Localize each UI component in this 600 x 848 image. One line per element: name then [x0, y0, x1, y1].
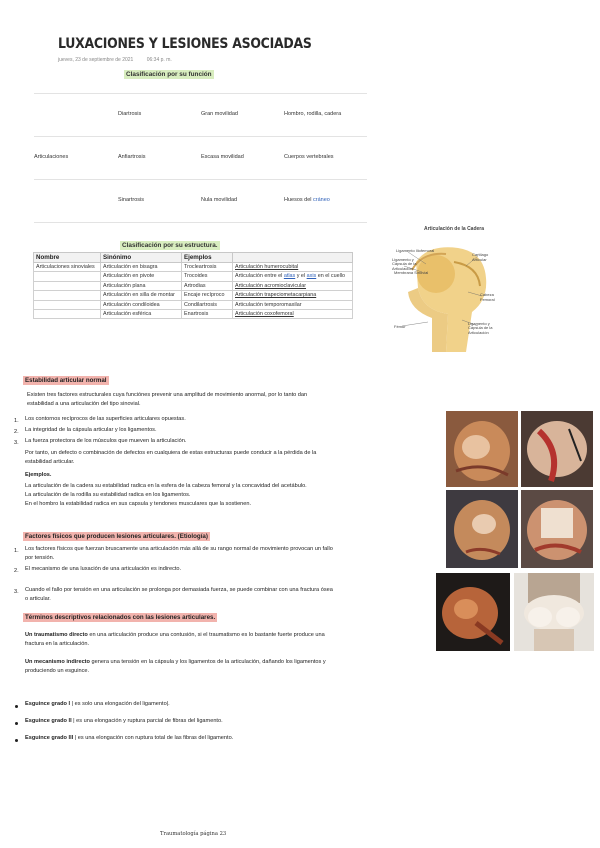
list-number: 2.: [14, 568, 19, 574]
hip-figure-label: Membrana Sinovial: [394, 270, 429, 275]
hip-figure-label: Cabeza Femoral: [480, 292, 495, 302]
list-item: La fuerza protectora de los músculos que mueven la articulación.: [25, 438, 187, 444]
table-cell: Articulación en pivote: [101, 272, 182, 281]
group-name: Articulaciones sinoviales: [34, 263, 101, 272]
bullet-icon: [15, 705, 18, 708]
table-row: [34, 263, 353, 272]
function-type-diartrosis[interactable]: Diartrosis: [118, 111, 142, 117]
knee-bone-photo: [514, 573, 594, 651]
table-cell: Trocoides: [182, 272, 233, 281]
col-header-ejemplos: Ejemplos: [182, 253, 233, 263]
table-cell: Encaje recíproco: [182, 291, 233, 300]
shoulder-photo: [436, 573, 510, 651]
function-section-title: Clasificación por su función: [126, 71, 212, 78]
function-mobility: Gran movilidad: [201, 111, 238, 117]
table-cell: [233, 291, 353, 300]
table-cell: [233, 263, 353, 272]
list-number: 3.: [14, 440, 19, 446]
table-cell: Articulación entre el atlas y el axis en el cuello: [233, 272, 353, 281]
table-cell: Articulación condiloidea: [101, 300, 182, 309]
page-time: 06:34 p. m.: [146, 57, 172, 63]
list-item: Cuando el fallo por tensión en una articulación se prolonga por demasiada fuerza, se puede combinar con una fractura ósea o articular.: [25, 587, 333, 602]
hip-joint-figure: [388, 222, 500, 354]
hip-figure-label: Ligamento Iliofemoral: [396, 248, 435, 253]
list-number: 1.: [14, 548, 19, 554]
list-item: La integridad de la cápsula articular y los ligamentos.: [25, 427, 157, 433]
function-examples[interactable]: Hombro, rodilla, cadera: [284, 111, 342, 117]
hip-figure-label: Cartílago Articular: [472, 252, 489, 262]
physical-heading: Factores físicos que producen lesiones articulares. (Etiología): [25, 533, 208, 540]
table-row: [34, 310, 353, 319]
list-item: El mecanismo de una luxación de una articulación es indirecto.: [25, 566, 182, 572]
table-cell: Trocleartrosis: [182, 263, 233, 272]
knee-photo-1: [446, 411, 518, 487]
hip-figure-title: Articulación de la Cadera: [424, 226, 485, 232]
sprain-item: Esguince grado II | es una elongación y ruptura parcial de fibras del ligamento.: [25, 718, 223, 724]
table-cell: Articulación en silla de montar: [101, 291, 182, 300]
list-number: 3.: [14, 589, 19, 595]
examples-list: La articulación de la cadera su estabilidad radica en la esfera de la cabeza femoral y la concavidad del acetábulo. La articulación de la rodilla su estabilidad radica en los ligamentos. En el hombro la estabilidad radica en sus capsula y tendones musculares que la sostienen.: [25, 483, 307, 507]
table-row: [34, 272, 353, 281]
hip-figure-label: Ligamento y Cápsula de la Articulación: [468, 321, 493, 335]
stability-heading: Estabilidad articular normal: [25, 377, 107, 384]
list-number: 1.: [14, 418, 19, 424]
hip-figure-label: Fémur: [394, 324, 406, 329]
table-cell: Artrodias: [182, 281, 233, 290]
table-cell: Articulación plana: [101, 281, 182, 290]
sprain-item: Esguince grado III | es una elongación con ruptura total de las fibras del ligamento.: [25, 735, 234, 741]
function-mobility: Nula movilidad: [201, 197, 238, 203]
page-footer: Traumatología página 23: [160, 831, 227, 837]
table-cell: Enartrosis: [182, 310, 233, 319]
function-type-anfiartrosis[interactable]: Anfiartrosis: [118, 154, 146, 160]
bullet-icon: [15, 739, 18, 742]
page-title: LUXACIONES Y LESIONES ASOCIADAS: [58, 36, 312, 52]
link-axis[interactable]: axis: [306, 273, 317, 280]
col-header-sinonimo: Sinónimo: [101, 253, 182, 263]
link-humerocubital[interactable]: Articulación humerocubital: [235, 264, 299, 270]
function-group-label: Articulaciones: [34, 154, 69, 160]
knee-photo-4: [521, 490, 593, 568]
function-examples[interactable]: Cuerpos vertebrales: [284, 154, 334, 160]
stability-intro: Existen tres factores estructurales cuya funciónes prevenir una amplitud de movimiento anormal, por lo tanto dan estabilidad a una articulación del tipo sinovial.: [27, 392, 308, 407]
table-cell: Articulación esférica: [101, 310, 182, 319]
table-row: [34, 300, 353, 309]
table-cell: [34, 310, 101, 319]
knee-photo-3: [446, 490, 518, 568]
hip-figure-label: Ligamento y Cápsula de la Articulación: [392, 257, 417, 271]
link-atlas[interactable]: atlas: [283, 273, 296, 280]
table-cell: Condilartrosis: [182, 300, 233, 309]
table-cell: [34, 300, 101, 309]
table-row: [34, 281, 353, 290]
function-examples: Huesos del cráneo: [284, 197, 330, 203]
col-header-nombre: Nombre: [34, 253, 101, 263]
link-craneo[interactable]: cráneo: [313, 197, 330, 203]
table-cell: [233, 310, 353, 319]
table-cell: [34, 272, 101, 281]
function-mobility: Escasa movilidad: [201, 154, 244, 160]
bullet-icon: [15, 722, 18, 725]
list-number: 2.: [14, 429, 19, 435]
terms-heading: Términos descriptivos relacionados con las lesiones articulares.: [25, 614, 216, 621]
table-cell: [34, 291, 101, 300]
terms-indirect: Un mecanismo indirecto genera una tensión en la cápsula y los ligamentos de la articulación, dañando los ligamentos y produciendo un esguince.: [25, 659, 326, 674]
table-cell: Articulación temporomaxilar: [233, 300, 353, 309]
list-item: Los contornos recíprocos de las superficies articulares opuestas.: [25, 416, 186, 422]
page-meta: [58, 57, 172, 63]
structure-table: [33, 252, 353, 319]
table-cell: [34, 281, 101, 290]
col-header-empty: [233, 253, 353, 263]
examples-label: Ejemplos.: [25, 472, 52, 478]
link-coxofemoral[interactable]: Articulación coxofemoral: [235, 311, 294, 318]
structure-section-title: Clasificación por su estructura.: [122, 242, 218, 249]
terms-direct: Un traumatismo directo en una articulación produce una contusión, si el traumatismo es lo bastante fuerte produce una fractura en la articulación.: [25, 632, 325, 647]
page-date: jueves, 23 de septiembre de 2021: [58, 57, 134, 63]
link-acromioclavicular[interactable]: Articulación acromioclavicular: [235, 282, 307, 289]
table-cell: [233, 281, 353, 290]
knee-photo-2: [521, 411, 593, 487]
link-trapeciometacarpiana[interactable]: Articulación trapeciometacarpiana: [235, 292, 317, 299]
stability-after: Por tanto, un defecto o combinación de defectos en cualquiera de estas estructuras puede conducir a la pérdida de la estabilidad articular.: [25, 450, 317, 465]
sprain-item: Esguince grado I | es solo una elongación del ligamento|.: [25, 701, 170, 707]
list-item: Los factores físicos que fuerzan bruscamente una articulación más allá de su rango normal de movimiento provocan un fallo por tensión.: [25, 546, 333, 561]
table-cell: Articulación en bisagra: [101, 263, 182, 272]
function-type-sinartrosis[interactable]: Sinartrosis: [118, 197, 144, 203]
table-row: [34, 291, 353, 300]
